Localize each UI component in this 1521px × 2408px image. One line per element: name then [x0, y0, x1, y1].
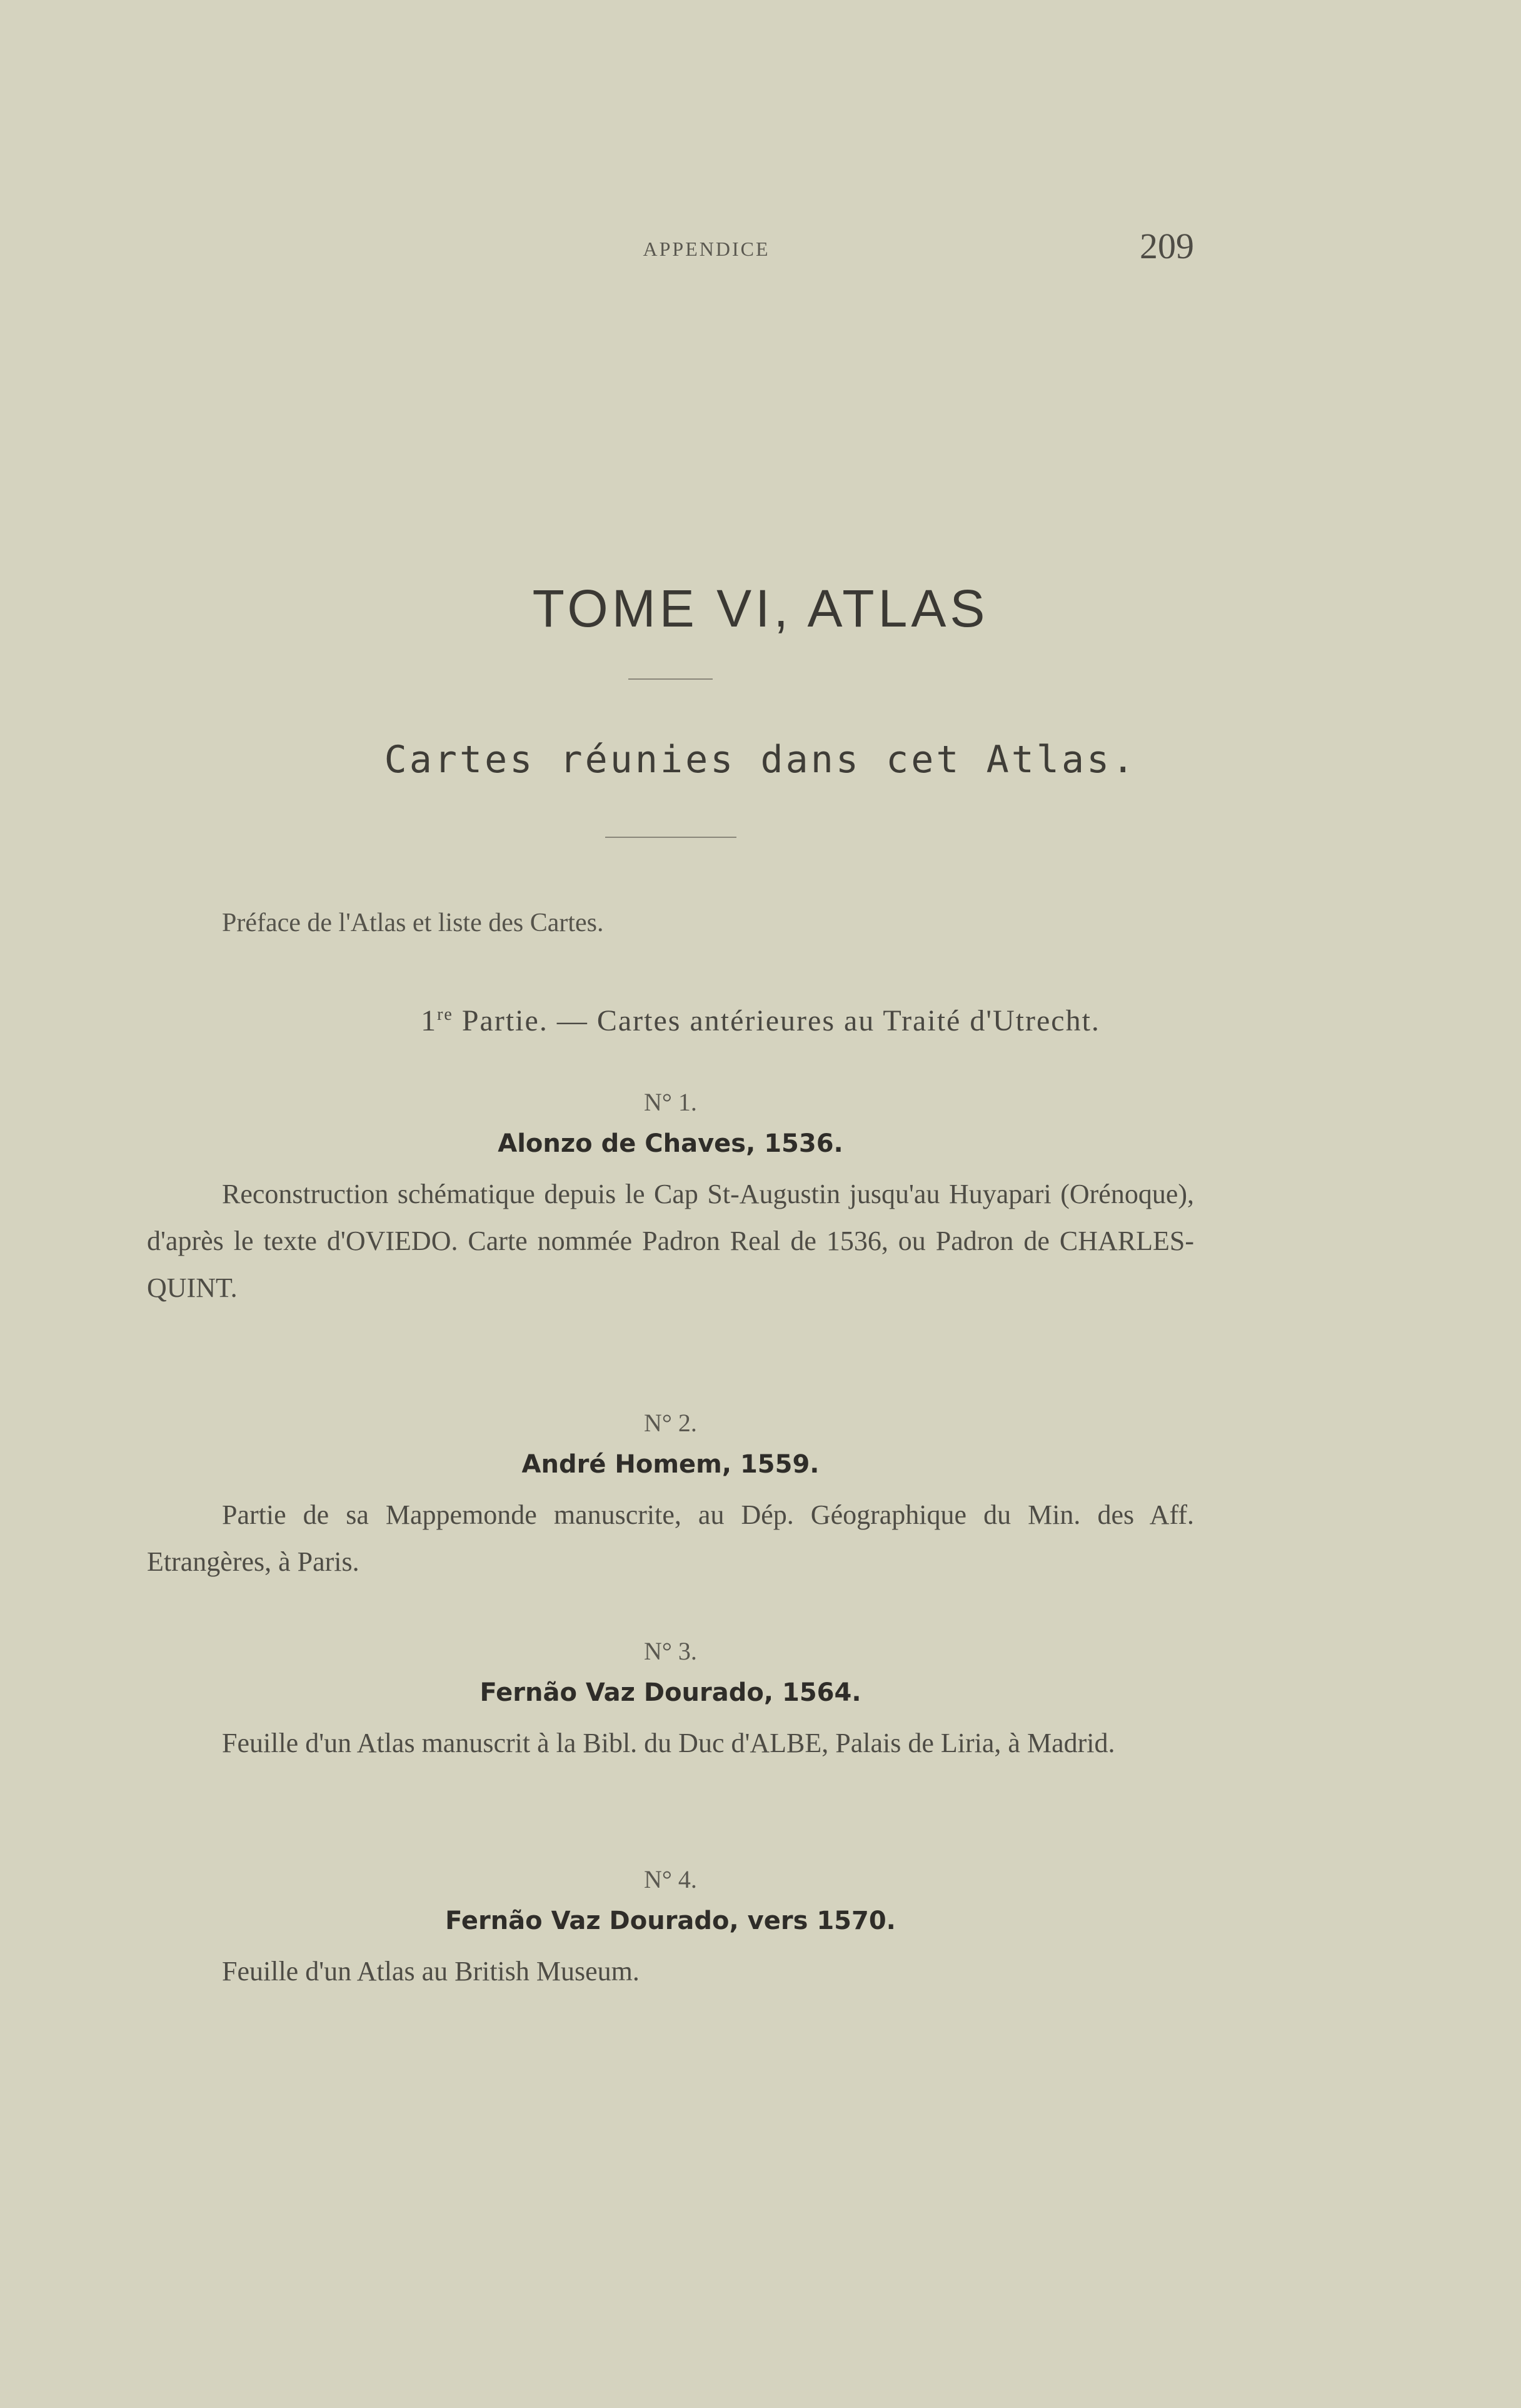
entry-title: Alonzo de Chaves, 1536. — [498, 1129, 843, 1158]
entry-number: N° 3. — [644, 1637, 697, 1665]
entry-description: Feuille d'un Atlas manuscrit à la Bibl. du Duc d'ALBE, Palais de Liria, à Madrid. — [222, 1728, 1115, 1758]
entry-title: Fernão Vaz Dourado, vers 1570. — [445, 1907, 896, 1935]
divider — [605, 837, 736, 838]
entry-title: André Homem, 1559. — [521, 1450, 820, 1479]
part-title: Cartes antérieures au Traité d'Utrecht. — [596, 1004, 1100, 1037]
map-entry — [147, 1632, 1194, 1766]
map-entry — [147, 1860, 1194, 1995]
part-ordinal-suffix: re — [437, 1005, 453, 1024]
part-heading — [0, 1004, 1521, 1038]
entry-description: Reconstruction schématique depuis le Cap St-Augustin jusqu'au Huyapari (Orénoque), d'après le texte d'OVIEDO. Carte nommée Padron Real de 1536, ou Padron de CHARLES-QUINT. — [147, 1179, 1194, 1303]
page-number: 209 — [1140, 226, 1194, 266]
entry-number: N° 1. — [644, 1088, 697, 1116]
preface-line: Préface de l'Atlas et liste des Cartes. — [222, 909, 604, 937]
volume-title: TOME VI, ATLAS — [532, 579, 989, 638]
entry-number: N° 4. — [644, 1865, 697, 1893]
page-header — [219, 225, 1194, 281]
map-entry — [147, 1404, 1194, 1585]
subtitle: Cartes réunies dans cet Atlas. — [384, 738, 1137, 782]
running-title: APPENDICE — [643, 238, 770, 260]
divider — [628, 678, 713, 680]
map-entry — [147, 1083, 1194, 1311]
entry-title: Fernão Vaz Dourado, 1564. — [479, 1678, 861, 1707]
part-number: 1 — [421, 1004, 438, 1037]
entry-number: N° 2. — [644, 1409, 697, 1437]
entry-description: Partie de sa Mappemonde manuscrite, au Dép. Géographique du Min. des Aff. Etrangères, à Paris. — [147, 1499, 1194, 1577]
part-label: Partie. — [461, 1004, 548, 1037]
entry-description: Feuille d'un Atlas au British Museum. — [222, 1956, 640, 1987]
part-dash: — — [556, 1004, 588, 1037]
